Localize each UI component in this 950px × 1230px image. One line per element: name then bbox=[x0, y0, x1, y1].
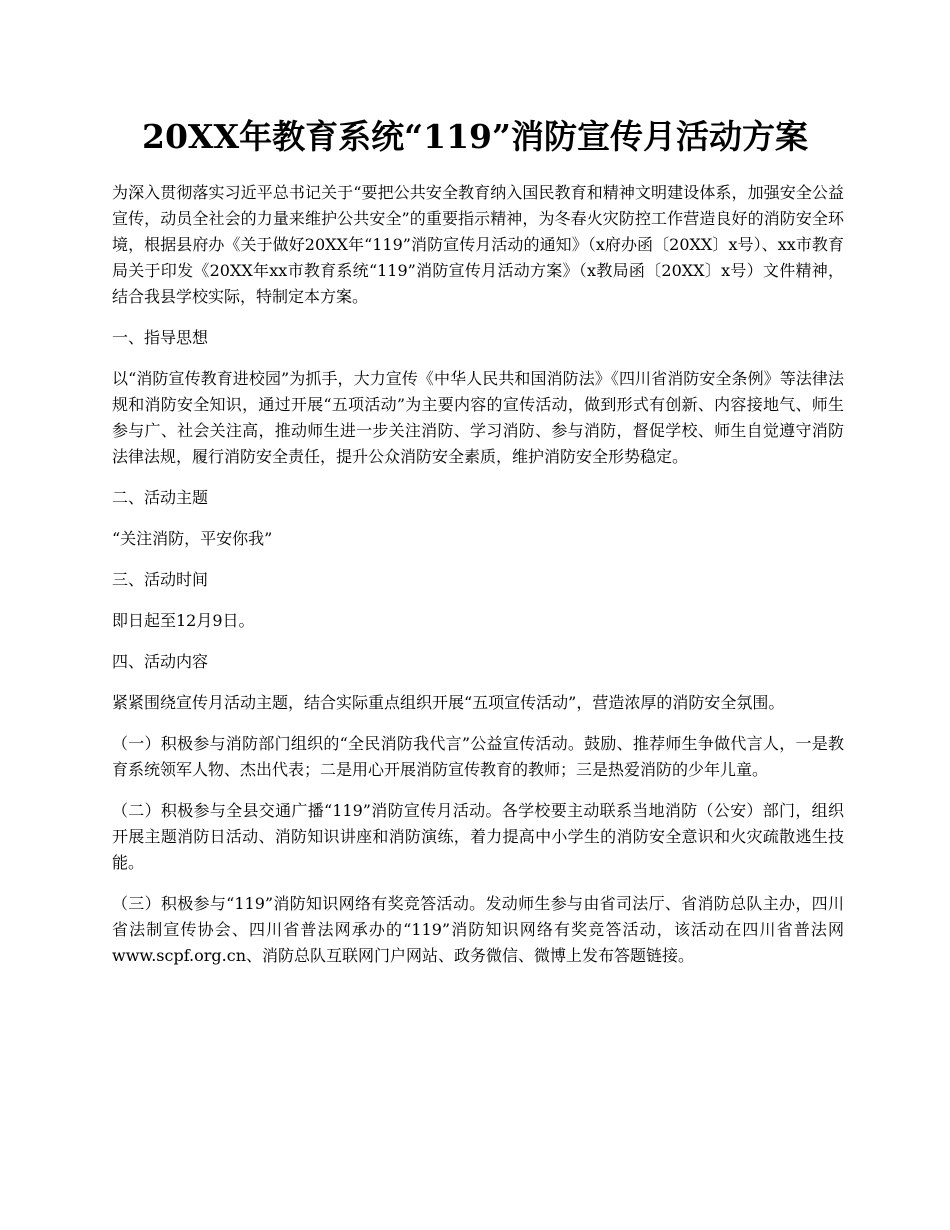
intro-paragraph: 为深入贯彻落实习近平总书记关于“要把公共安全教育纳入国民教育和精神文明建设体系，加强安全公益宣传，动员全社会的力量来维护公共安全”的重要指示精神，为冬春火灾防控工作营造良好的消防安全环境，根据县府办《关于做好20XX年“119”消防宣传月活动的通知》（x府办函〔20XX〕x号）、xx市教育局关于印发《20XX年xx市教育系统“119”消防宣传月活动方案》（x教局函〔20XX〕x号）文件精神，结合我县学校实际，特制定本方案。 bbox=[112, 183, 844, 306]
section-heading-time: 三、活动时间 bbox=[112, 570, 209, 589]
content-intro-paragraph: 紧紧围绕宣传月活动主题，结合实际重点组织开展“五项宣传活动”，营造浓厚的消防安全氛围。 bbox=[112, 693, 785, 712]
section-heading-content: 四、活动内容 bbox=[112, 652, 209, 671]
content-item-3: （三）积极参与“119”消防知识网络有奖竞答活动。发动师生参与由省司法厅、省消防总队主办，四川省法制宣传协会、四川省普法网承办的“119”消防知识网络有奖竞答活动，该活动在四川省普法网www.scpf.org.cn、消防总队互联网门户网站、政务微信、微博上发布答题链接。 bbox=[112, 894, 844, 965]
document-body bbox=[112, 180, 844, 984]
time-paragraph: 即日起至12月9日。 bbox=[112, 611, 255, 630]
section-heading-guiding-thought: 一、指导思想 bbox=[112, 328, 209, 347]
content-item-1: （一）积极参与消防部门组织的“全民消防我代言”公益宣传活动。鼓励、推荐师生争做代言人，一是教育系统领军人物、杰出代表；二是用心开展消防宣传教育的教师；三是热爱消防的少年儿童。 bbox=[112, 734, 844, 779]
theme-paragraph: “关注消防，平安你我” bbox=[112, 529, 273, 548]
section-heading-theme: 二、活动主题 bbox=[112, 488, 209, 507]
document-title: 20XX年教育系统“119”消防宣传月活动方案 bbox=[142, 117, 808, 156]
guiding-thought-paragraph: 以“消防宣传教育进校园”为抓手，大力宣传《中华人民共和国消防法》《四川省消防安全条例》等法律法规和消防安全知识，通过开展“五项活动”为主要内容的宣传活动，做到形式有创新、内容接地气、师生参与广、社会关注高，推动师生进一步关注消防、学习消防、参与消防，督促学校、师生自觉遵守消防法律法规，履行消防安全责任，提升公众消防安全素质，维护消防安全形势稳定。 bbox=[112, 369, 844, 466]
content-item-2: （二）积极参与全县交通广播“119”消防宣传月活动。各学校要主动联系当地消防（公安）部门，组织开展主题消防日活动、消防知识讲座和消防演练，着力提高中小学生的消防安全意识和火灾疏散逃生技能。 bbox=[112, 801, 844, 872]
